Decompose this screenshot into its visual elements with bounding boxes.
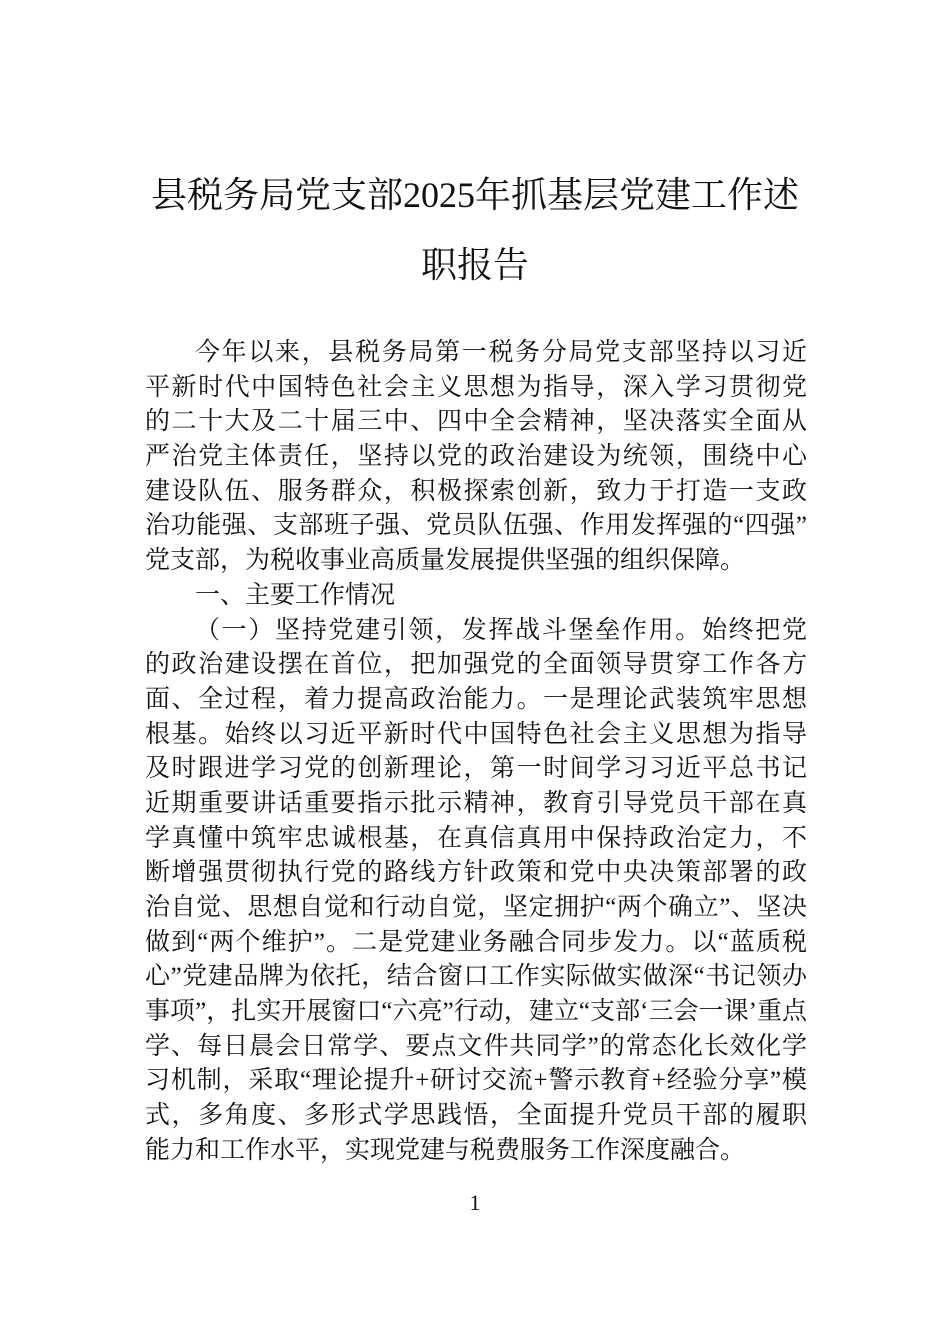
paragraph-line: 做到“两个维护”。二是党建业务融合同步发力。以“蓝质税 [145, 928, 807, 956]
paragraph-line: 今年以来，县税务局第一税务分局党支部坚持以习近 [195, 339, 807, 366]
paragraph-line: 学、每日晨会日常学、要点文件共同学”的常态化长效化学 [145, 1032, 807, 1060]
paragraph-line: （一）坚持党建引领，发挥战斗堡垒作用。始终把党 [195, 616, 807, 644]
paragraph-line: 能力和工作水平，实现党建与税费服务工作深度融合。 [145, 1136, 746, 1164]
paragraph-line: 式，多角度、多形式学思践悟，全面提升党员干部的履职 [145, 1102, 807, 1130]
paragraph-line: 治自觉、思想自觉和行动自觉，坚定拥护“两个确立”、坚决 [145, 894, 807, 921]
paragraph-line: 平新时代中国特色社会主义思想为指导，深入学习贯彻党 [145, 373, 807, 401]
paragraph-line: 根基。始终以习近平新时代中国特色社会主义思想为指导 [145, 720, 807, 748]
document-title-line-2: 职报告 [420, 245, 529, 285]
paragraph-line: 学真懂中筑牢忠诚根基，在真信真用中保持政治定力，不 [145, 824, 807, 852]
paragraph-line: 严治党主体责任，坚持以党的政治建设为统领，围绕中心 [145, 443, 807, 471]
paragraph-line: 的政治建设摆在首位，把加强党的全面领导贯穿工作各方 [145, 651, 807, 679]
paragraph-line: 心”党建品牌为依托，结合窗口工作实际做实做深“书记领办 [145, 963, 807, 991]
paragraph-line: 治功能强、支部班子强、党员队伍强、作用发挥强的“四强” [145, 512, 807, 540]
document-title-line-1: 县税务局党支部2025年抓基层党建工作述 [150, 175, 799, 215]
page-number: 1 [469, 1190, 481, 1215]
paragraph-line: 事项”，扎实开展窗口“六亮”行动，建立“支部‘三会一课’重点 [145, 998, 807, 1026]
document-body [145, 336, 807, 1169]
section-heading: 一、主要工作情况 [195, 581, 396, 609]
paragraph-line: 断增强贯彻执行党的路线方针政策和党中央决策部署的政 [145, 859, 807, 887]
paragraph-line: 近期重要讲话重要指示批示精神，教育引导党员干部在真 [145, 789, 807, 817]
paragraph-line: 建设队伍、服务群众，积极探索创新，致力于打造一支政 [145, 477, 807, 505]
paragraph-line: 面、全过程，着力提高政治能力。一是理论武装筑牢思想 [145, 685, 807, 713]
paragraph-line: 的二十大及二十届三中、四中全会精神，坚决落实全面从 [145, 408, 807, 436]
paragraph-line: 及时跟进学习党的创新理论，第一时间学习习近平总书记 [145, 755, 807, 783]
paragraph-line: 党支部，为税收事业高质量发展提供坚强的组织保障。 [145, 547, 746, 575]
paragraph-line: 习机制，采取“理论提升+研讨交流+警示教育+经验分享”模 [145, 1067, 807, 1095]
